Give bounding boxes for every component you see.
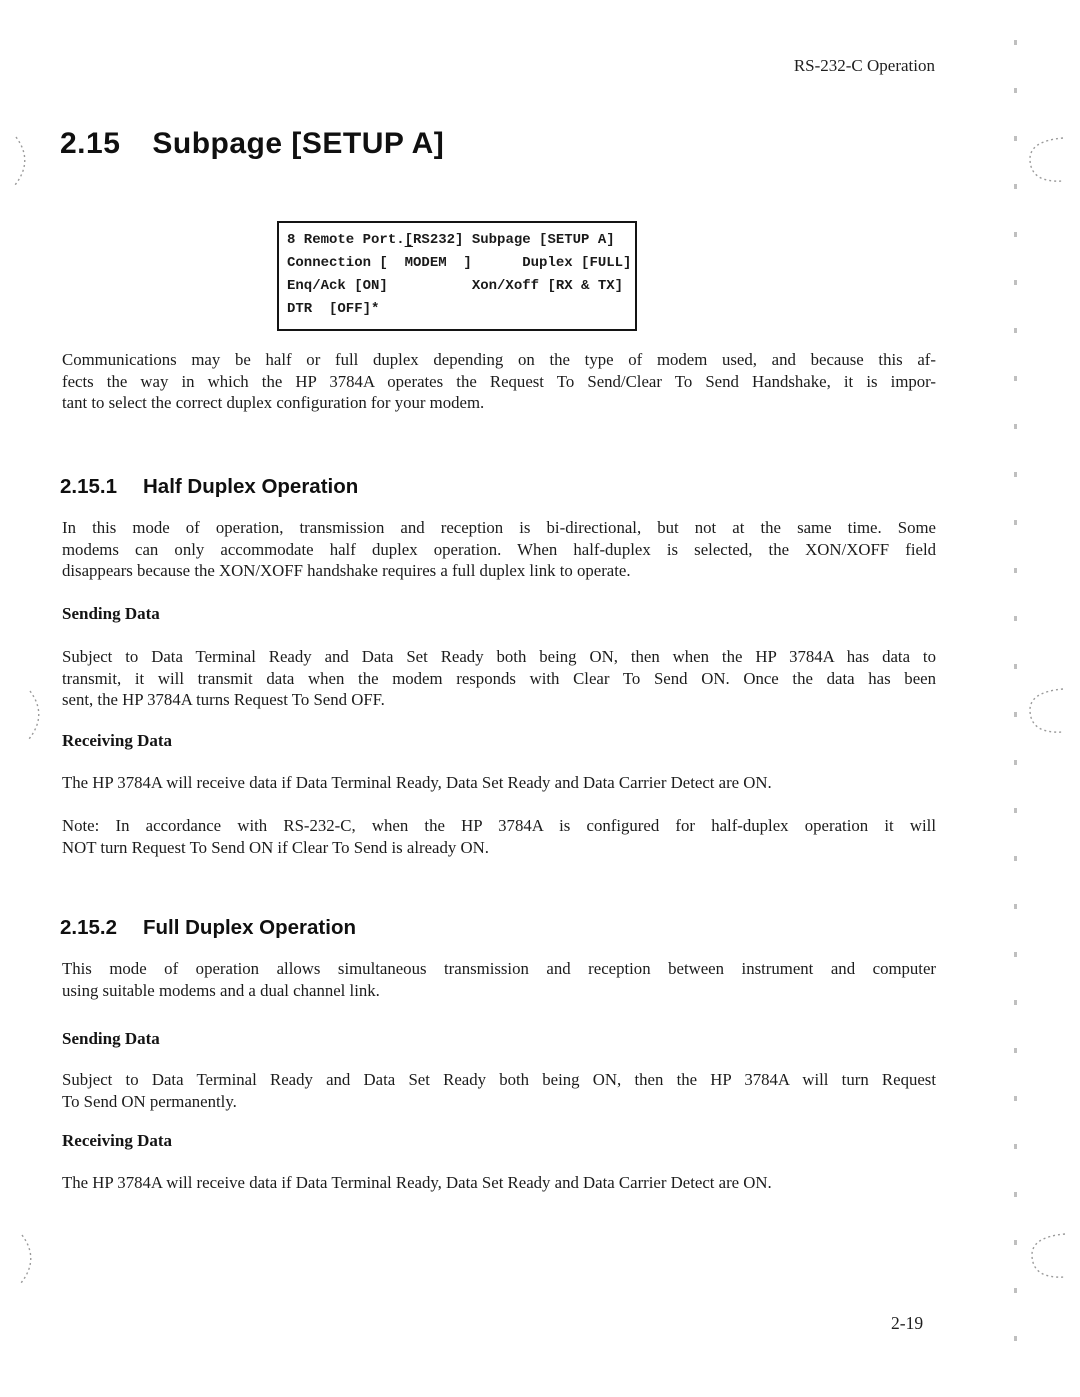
scan-speckle-column (1014, 40, 1017, 1375)
scan-artifact-curve-left-top (12, 134, 38, 188)
text-line: In this mode of operation, transmission and reception is bi-directional, but not at the same time. Some (62, 518, 936, 537)
heading-sending-data-2: Sending Data (62, 1029, 160, 1048)
intro-paragraph (62, 349, 936, 414)
subsection-title-text: Half Duplex Operation (143, 475, 359, 498)
running-header: RS-232-C Operation (793, 56, 935, 75)
display-line-4: DTR [OFF]* (287, 301, 380, 317)
full-duplex-receiving-paragraph (62, 1172, 936, 1194)
instrument-display-box (277, 221, 637, 331)
display-line-1 (287, 229, 627, 252)
section-title-text: Subpage [SETUP A] (152, 127, 445, 160)
page-number: 2-19 (891, 1313, 924, 1333)
page-title (60, 127, 444, 161)
text-line: Note: In accordance with RS-232-C, when the HP 3784A is configured for half-duplex operation it will (62, 816, 936, 835)
section-number: 2.15 (60, 127, 121, 160)
text-line: This mode of operation allows simultaneous transmission and reception between instrument and computer (62, 959, 936, 978)
text-line: Communications may be half or full duplex depending on the type of modem used, and because this af- (62, 350, 936, 369)
display-line-3: Enq/Ack [ON] Xon/Xoff [RX & TX] (287, 278, 624, 294)
subsection-number: 2.15.1 (60, 475, 117, 498)
text-line: modems can only accommodate half duplex operation. When half-duplex is selected, the XON/XOFF field (62, 539, 936, 559)
text-line: tant to select the correct duplex configuration for your modem. (62, 393, 485, 413)
heading-sending-data-1: Sending Data (62, 604, 160, 623)
display-line-1-post: RS232] Subpage [SETUP A] (413, 232, 615, 248)
half-duplex-intro (62, 517, 936, 582)
scan-artifact-curve-left-bottom (18, 1232, 44, 1286)
text-line: sent, the HP 3784A turns Request To Send OFF. (62, 690, 385, 710)
half-duplex-note-paragraph (62, 815, 936, 858)
scan-artifact-curve-left-middle (26, 688, 52, 742)
text-line: The HP 3784A will receive data if Data Terminal Ready, Data Set Ready and Data Carrier Detect are ON. (62, 1173, 772, 1192)
text-line: fects the way in which the HP 3784A operates the Request To Send/Clear To Send Handshake, it is impor- (62, 371, 936, 391)
text-line: using suitable modems and a dual channel link. (62, 980, 380, 1000)
text-line: Subject to Data Terminal Ready and Data Set Ready both being ON, then when the HP 3784A has data to (62, 647, 936, 666)
display-line-2: Connection [ MODEM ] Duplex [FULL] (287, 255, 632, 271)
text-line: transmit, it will transmit data when the modem responds with Clear To Send ON. Once the data has been (62, 668, 936, 688)
subsection-number: 2.15.2 (60, 916, 117, 939)
heading-full-duplex (60, 916, 356, 940)
heading-receiving-data-2: Receiving Data (62, 1131, 173, 1150)
text-line: The HP 3784A will receive data if Data Terminal Ready, Data Set Ready and Data Carrier Detect are ON. (62, 773, 772, 792)
heading-receiving-data-1: Receiving Data (62, 731, 173, 750)
scan-artifact-curve-right-middle (1027, 684, 1067, 740)
half-duplex-sending-paragraph (62, 646, 936, 711)
text-line: Subject to Data Terminal Ready and Data Set Ready both being ON, then the HP 3784A will turn Request (62, 1070, 936, 1089)
heading-half-duplex (60, 475, 358, 499)
scan-artifact-curve-right-top (1027, 133, 1067, 189)
display-line-1-pre: 8 Remote Port. (287, 232, 405, 248)
half-duplex-receiving-paragraph (62, 772, 936, 794)
text-line: disappears because the XON/XOFF handshake requires a full duplex link to operate. (62, 561, 631, 581)
full-duplex-intro (62, 958, 936, 1001)
text-line: NOT turn Request To Send ON if Clear To Send is already ON. (62, 837, 489, 857)
cursor-underline: [ (404, 232, 414, 248)
text-line: To Send ON permanently. (62, 1091, 237, 1111)
subsection-title-text: Full Duplex Operation (143, 916, 356, 939)
full-duplex-sending-paragraph (62, 1069, 936, 1112)
scan-artifact-curve-right-bottom (1029, 1229, 1069, 1285)
